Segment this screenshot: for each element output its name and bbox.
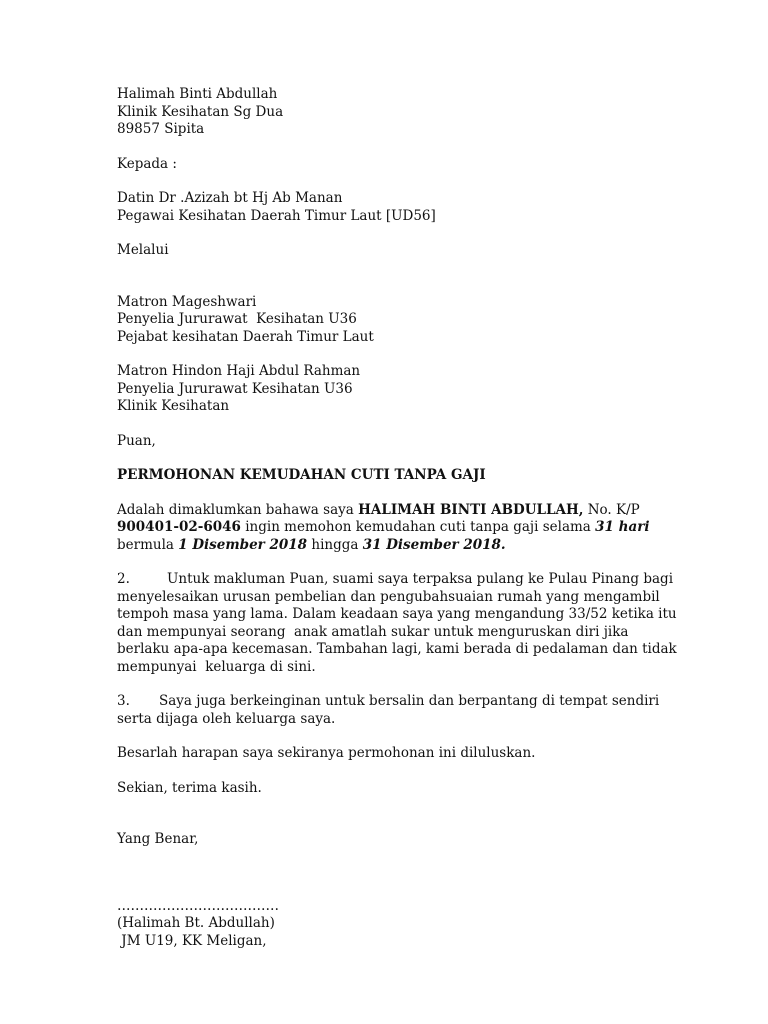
via1-name: Matron Mageshwari: [117, 293, 257, 310]
to-label: Kepada :: [117, 155, 177, 172]
p3-number: 3.: [117, 693, 130, 709]
via2-office: Klinik Kesihatan: [117, 398, 230, 414]
p2-line-2: menyelesaikan urusan pembelian dan pengubahsuaian rumah yang mengambil: [117, 588, 660, 605]
p2-line-6: mempunyai keluarga di sini.: [117, 658, 316, 675]
start-date: 1 Disember 2018: [178, 536, 308, 553]
recipient-name: Datin Dr .Azizah bt Hj Ab Manan: [117, 190, 343, 206]
p2-line-4: dan mempunyai seorang anak amatlah sukar untuk menguruskan diri jika: [117, 623, 629, 640]
p1-text-3: bermula: [117, 536, 179, 553]
via1-position: Penyelia Jururawat Kesihatan U36: [117, 311, 357, 327]
recipient-block: [117, 190, 657, 225]
p2-line-1: Untuk makluman Puan, suami saya terpaksa pulang ke Pulau Pinang bagi: [167, 571, 674, 587]
p1-ic-label: No. K/P: [583, 501, 640, 518]
leave-days: 31 hari: [595, 519, 650, 535]
via2-name: Matron Hindon Haji Abdul Rahman: [117, 363, 361, 379]
p2-line-3: tempoh masa yang lama. Dalam keadaan saya yang mengandung 33/52 ketika itu: [117, 606, 677, 622]
sender-block: [117, 86, 657, 139]
p3-line-2: serta dijaga oleh keluarga saya.: [117, 710, 336, 727]
signature-line: ………………………………: [117, 897, 279, 914]
via2-block: [117, 363, 657, 416]
sender-name: Halimah Binti Abdullah: [117, 86, 278, 102]
via1-block: [117, 294, 657, 347]
p2-number: 2.: [117, 571, 130, 587]
p1-text-4: hingga: [307, 536, 363, 553]
paragraph-2: [117, 571, 677, 676]
recipient-position: Pegawai Kesihatan Daerah Timur Laut [UD56]: [117, 207, 436, 224]
signer-name: (Halimah Bt. Abdullah): [117, 915, 275, 931]
paragraph-1: [117, 502, 657, 555]
p1-text-2: ingin memohon kemudahan cuti tanpa gaji selama: [240, 519, 596, 535]
sender-postcode-city: 89857 Sipita: [117, 121, 205, 137]
closing: Sekian, terima kasih.: [117, 779, 262, 796]
via2-position: Penyelia Jururawat Kesihatan U36: [117, 380, 353, 397]
p1-text: Adalah dimaklumkan bahawa saya: [117, 501, 359, 518]
signer-post: JM U19, KK Meligan,: [117, 932, 267, 949]
p3-line-1: Saya juga berkeinginan untuk bersalin dan berpantang di tempat sendiri: [159, 693, 660, 709]
via-label: Melalui: [117, 242, 169, 258]
sign-off: Yang Benar,: [117, 831, 199, 847]
sender-clinic: Klinik Kesihatan Sg Dua: [117, 103, 284, 120]
hope-statement: Besarlah harapan saya sekiranya permohonan ini diluluskan.: [117, 745, 536, 761]
paragraph-3: [117, 693, 660, 728]
ic-number: 900401-02-6046: [117, 519, 241, 535]
end-date: 31 Disember 2018.: [362, 536, 506, 553]
via1-office: Pejabat kesihatan Daerah Timur Laut: [117, 328, 374, 345]
signature-block: [117, 898, 657, 951]
letter: [117, 86, 677, 950]
salutation: Puan,: [117, 432, 156, 449]
p2-line-5: berlaku apa-apa kecemasan. Tambahan lagi, kami berada di pedalaman dan tidak: [117, 641, 677, 657]
applicant-name: HALIMAH BINTI ABDULLAH,: [358, 501, 584, 518]
subject-heading: PERMOHONAN KEMUDAHAN CUTI TANPA GAJI: [117, 467, 486, 483]
